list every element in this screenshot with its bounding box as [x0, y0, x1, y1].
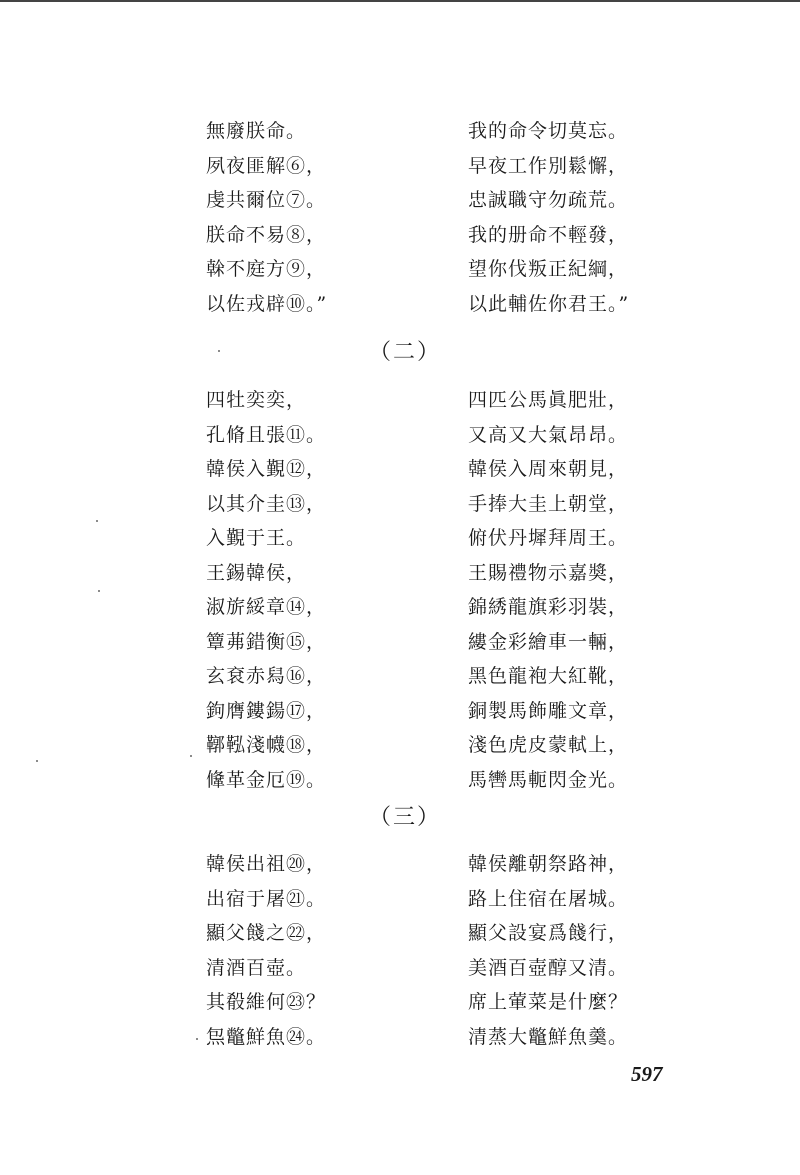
translation-text: 又高又大氣昂昂。 — [468, 423, 629, 446]
verse-line — [0, 625, 800, 660]
original-text: 鞹鞃淺幭⑱， — [206, 734, 327, 756]
verse-line — [0, 521, 800, 556]
original-text: 孔脩且張⑪。 — [206, 423, 327, 446]
translation-text: 美酒百壺醇又清。 — [468, 956, 629, 979]
verse-line — [0, 985, 800, 1020]
original-text: 鉤膺鏤鍚⑰， — [206, 699, 327, 722]
translation-text: 淺色虎皮蒙軾上， — [468, 734, 629, 756]
scan-speck — [96, 520, 98, 522]
section-heading-3: （三） — [368, 805, 441, 830]
translation-text: 我的册命不輕發， — [468, 223, 629, 246]
translation-text: 縷金彩繪車一輛， — [468, 630, 629, 653]
page-number: 597 — [631, 1062, 663, 1086]
translation-text: 馬轡馬軛閃金光。 — [468, 768, 629, 791]
original-text: 榦不庭方⑨， — [206, 258, 327, 280]
original-text: 其殽維何㉓？ — [206, 991, 327, 1013]
scan-speck — [190, 755, 192, 757]
original-text: 顯父餞之㉒， — [206, 922, 327, 944]
original-text: 炰鼈鮮魚㉔。 — [206, 1025, 327, 1048]
scan-speck — [196, 1038, 198, 1040]
original-text: 以佐戎辟⑩。” — [206, 292, 328, 315]
original-text: 簟茀錯衡⑮， — [206, 630, 327, 653]
top-border — [0, 0, 800, 2]
original-text: 韓侯出祖⑳， — [206, 853, 327, 875]
translation-text: 黑色龍袍大紅靴， — [468, 665, 629, 687]
original-text: 王錫韓侯， — [206, 561, 307, 584]
original-text: 玄袞赤舄⑯， — [206, 665, 327, 687]
translation-text: 清蒸大鼈鮮魚羹。 — [468, 1025, 629, 1048]
translation-text: 手捧大圭上朝堂， — [468, 492, 629, 515]
original-text: 入覲于王。 — [206, 527, 307, 549]
original-text: 夙夜匪解⑥， — [206, 154, 327, 177]
stanza-3 — [0, 847, 800, 1054]
verse-line — [0, 452, 800, 487]
verse-line — [0, 383, 800, 418]
verse-line — [0, 183, 800, 218]
verse-line — [0, 694, 800, 729]
verse-line — [0, 916, 800, 951]
translation-text: 王賜禮物示嘉奬， — [468, 561, 629, 584]
original-text: 清酒百壺。 — [206, 956, 307, 979]
verse-line — [0, 1020, 800, 1055]
translation-text: 銅製馬飾雕文章， — [468, 699, 629, 722]
verse-line — [0, 218, 800, 253]
verse-line — [0, 114, 800, 149]
original-text: 朕命不易⑧， — [206, 223, 327, 246]
translation-text: 顯父設宴爲餞行， — [468, 922, 629, 944]
translation-text: 望你伐叛正紀綱， — [468, 258, 629, 280]
verse-line — [0, 951, 800, 986]
verse-line — [0, 487, 800, 522]
scan-speck — [218, 350, 220, 352]
original-text: 淑旂綏章⑭， — [206, 596, 327, 618]
verse-line — [0, 763, 800, 798]
translation-text: 俯伏丹墀拜周王。 — [468, 527, 629, 549]
verse-line — [0, 728, 800, 763]
translation-text: 忠誠職守勿疏荒。 — [468, 189, 629, 211]
translation-text: 以此輔佐你君王。” — [468, 292, 630, 315]
original-text: 鞗革金厄⑲。 — [206, 768, 327, 791]
verse-line — [0, 590, 800, 625]
translation-text: 錦綉龍旗彩羽裝， — [468, 596, 629, 618]
verse-line — [0, 882, 800, 917]
original-text: 虔共爾位⑦。 — [206, 189, 327, 211]
verse-line — [0, 847, 800, 882]
translation-text: 路上住宿在屠城。 — [468, 887, 629, 910]
scan-speck — [98, 590, 100, 592]
verse-line — [0, 418, 800, 453]
section-heading-2: （二） — [368, 340, 441, 365]
translation-text: 韓侯入周來朝見， — [468, 458, 629, 480]
scan-speck — [36, 760, 38, 762]
stanza-2 — [0, 383, 800, 797]
translation-text: 席上葷菜是什麼？ — [468, 991, 629, 1013]
original-text: 四牡奕奕， — [206, 389, 307, 411]
verse-line — [0, 287, 800, 322]
verse-line — [0, 252, 800, 287]
original-text: 無廢朕命。 — [206, 120, 307, 142]
original-text: 以其介圭⑬， — [206, 492, 327, 515]
verse-line — [0, 556, 800, 591]
translation-text: 早夜工作別鬆懈， — [468, 154, 629, 177]
original-text: 出宿于屠㉑。 — [206, 887, 327, 910]
translation-text: 四匹公馬眞肥壯， — [468, 389, 629, 411]
translation-text: 韓侯離朝祭路神， — [468, 853, 629, 875]
stanza-1 — [0, 114, 800, 321]
verse-line — [0, 149, 800, 184]
translation-text: 我的命令切莫忘。 — [468, 120, 629, 142]
verse-line — [0, 659, 800, 694]
original-text: 韓侯入覲⑫， — [206, 458, 327, 480]
